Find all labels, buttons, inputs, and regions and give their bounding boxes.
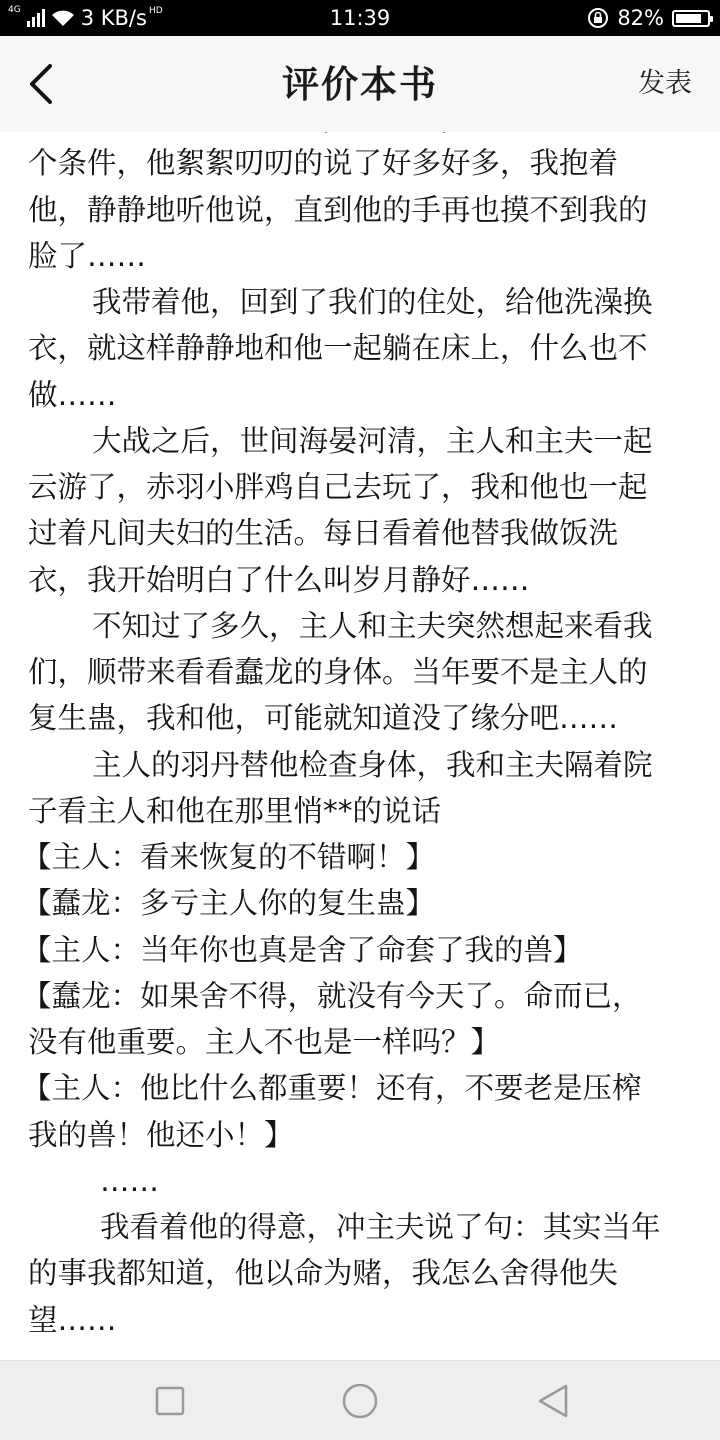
text-line: 望……: [28, 1302, 117, 1337]
text-line: 我看着他的得意，冲主夫说了句：其实当年: [100, 1210, 661, 1244]
text-line: 【蠢龙：多亏主人你的复生蛊】: [22, 886, 436, 921]
battery-percent: 82%: [617, 6, 664, 30]
text-line: 他，静静地听他说，直到他的手再也摸不到我的: [28, 192, 648, 227]
home-icon: [340, 1381, 380, 1421]
text-line: 我带着他，回到了我们的住处，给他洗澡换: [92, 285, 653, 319]
system-nav-bar: [0, 1360, 720, 1440]
text-line: 【蠢龙：如果舍不得，就没有今天了。命而已，: [22, 978, 642, 1013]
text-line: 复生蛊，我和他，可能就知道没了缘分吧……: [28, 701, 619, 736]
text-line: 【主人：当年你也真是舍了命套了我的兽】: [22, 932, 583, 967]
text-line: 脸了……: [28, 238, 147, 273]
text-line: 大战之后，世间海晏河清，主人和主夫一起: [92, 423, 653, 458]
network-speed: 3 KB/s: [80, 6, 147, 30]
status-time: 11:39: [329, 6, 391, 30]
text-line: ……: [100, 1163, 159, 1198]
text-line: 我的兽！他还小！】: [28, 1117, 294, 1152]
wifi-icon: [51, 9, 75, 27]
text-line: 衣，就这样静静地和他一起躺在床上，什么也不: [28, 331, 648, 366]
app-header: [0, 36, 720, 132]
back-triangle-icon: [532, 1381, 572, 1421]
home-button[interactable]: [340, 1381, 380, 1421]
page-title: 评价本书: [282, 62, 438, 106]
nav-back-button[interactable]: [532, 1381, 572, 1421]
review-text-area[interactable]: [0, 132, 720, 1360]
recent-apps-button[interactable]: [150, 1381, 190, 1421]
text-line: 过着凡间夫妇的生活。每日看着他替我做饭洗: [28, 516, 619, 551]
text-line: 【主人：他比什么都重要！还有，不要老是压榨: [22, 1071, 642, 1106]
text-line: 们，顺带来看看蠢龙的身体。当年要不是主人的: [28, 655, 648, 689]
text-line: 做……: [28, 377, 117, 412]
alarm-lock-icon: [587, 7, 609, 29]
publish-button[interactable]: 发表: [638, 68, 692, 99]
text-line: 不知过了多久，主人和主夫突然想起来看我: [92, 608, 653, 643]
status-bar: [0, 0, 720, 36]
status-right-group: [587, 0, 710, 36]
text-line: 【主人：看来恢复的不错啊！】: [22, 840, 436, 874]
text-line: 的事我都知道，他以命为赌，我怎么舍得他失: [28, 1256, 619, 1291]
signal-icon: [27, 9, 45, 27]
recent-apps-icon: [150, 1381, 190, 1421]
review-text: [22, 94, 694, 1343]
status-left-group: [8, 0, 167, 36]
text-line: 衣，我开始明白了什么叫岁月静好……: [28, 562, 530, 597]
battery-icon: [672, 10, 710, 27]
text-line: 主人的羽丹替他检查身体，我和主夫隔着院: [92, 747, 653, 782]
text-line: 个条件，他絮絮叨叨的说了好多好多，我抱着: [28, 146, 619, 181]
network-type: 4G: [8, 4, 21, 15]
text-line: 子看主人和他在那里悄**的说话: [28, 793, 442, 828]
text-line: 没有他重要。主人不也是一样吗？】: [28, 1025, 501, 1059]
hd-badge: HD: [148, 6, 163, 16]
text-line: 云游了，赤羽小胖鸡自己去玩了，我和他也一起: [28, 470, 648, 504]
